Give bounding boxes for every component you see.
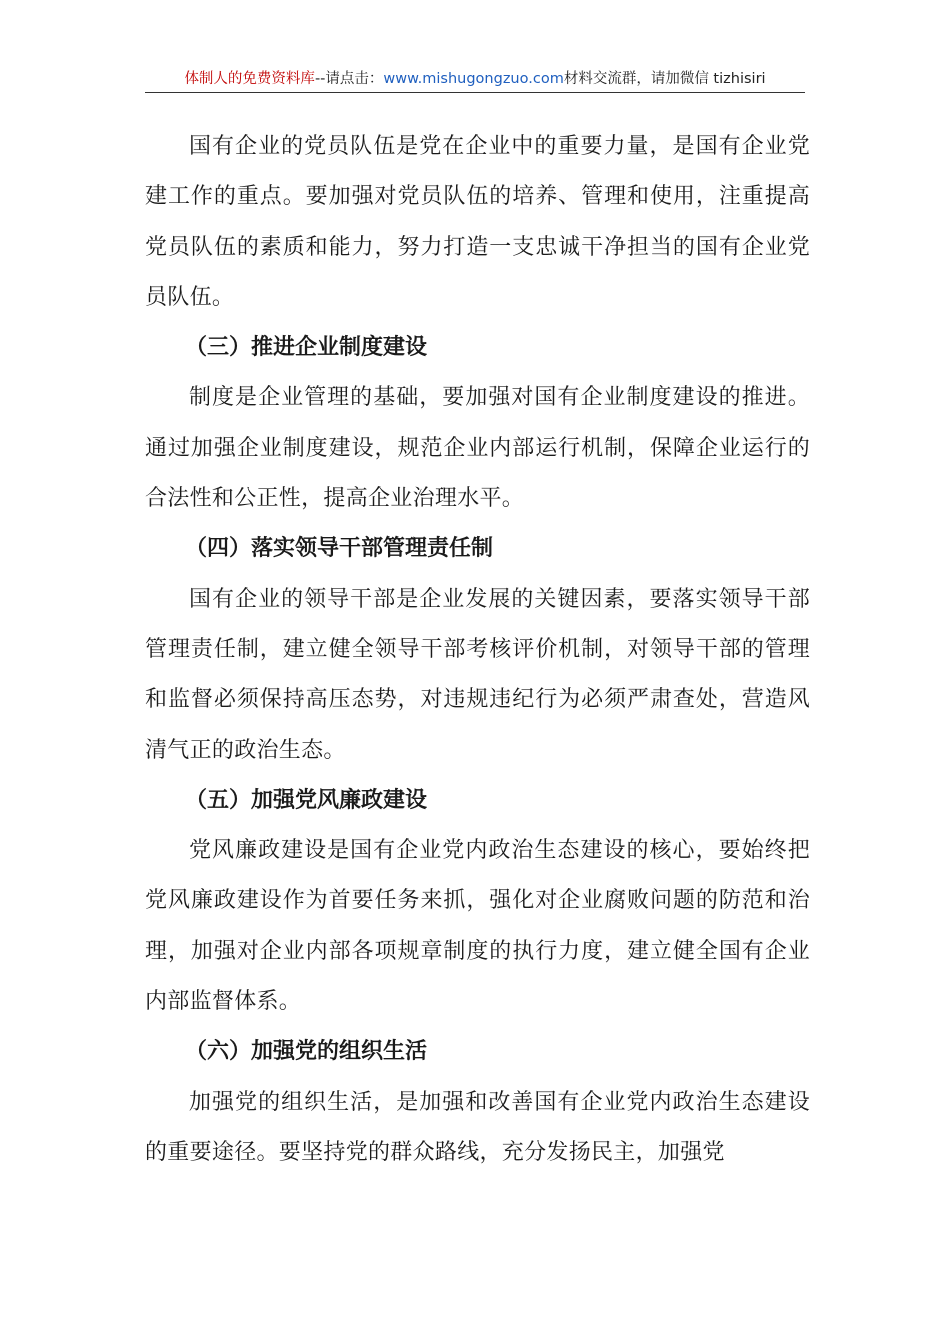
header-separator: --请点击： <box>314 71 384 87</box>
paragraph: 制度是企业管理的基础，要加强对国有企业制度建设的推进。通过加强企业制度建设，规范企业内部运行机制，保障企业运行的合法性和公正性，提高企业治理水平。 <box>145 385 810 512</box>
paragraph: 国有企业的领导干部是企业发展的关键因素，要落实领导干部管理责任制，建立健全领导干部考核评价机制，对领导干部的管理和监督必须保持高压态势，对违规违纪行为必须严肃查处，营造风清气正的政治生态。 <box>145 586 810 763</box>
section-heading: （三）推进企业制度建设 <box>185 335 428 361</box>
section-heading: （四）落实领导干部管理责任制 <box>185 536 494 562</box>
section-heading: （五）加强党风廉政建设 <box>185 787 428 813</box>
header-tail: 材料交流群，请加微信 tizhisiri <box>563 71 766 87</box>
header-brand: 体制人的免费资料库 <box>184 71 315 87</box>
paragraph: 党风廉政建设是国有企业党内政治生态建设的核心，要始终把党风廉政建设作为首要任务来抓，强化对企业腐败问题的防范和治理，加强对企业内部各项规章制度的执行力度，建立健全国有企业内部监督体系。 <box>145 838 810 1015</box>
paragraph: 加强党的组织生活，是加强和改善国有企业党内政治生态建设的重要途径。要坚持党的群众路线，充分发扬民主，加强党 <box>145 1089 810 1165</box>
section-heading: （六）加强党的组织生活 <box>185 1039 428 1065</box>
page-header <box>145 66 805 93</box>
document-body <box>145 122 810 1178</box>
paragraph: 国有企业的党员队伍是党在企业中的重要力量，是国有企业党建工作的重点。要加强对党员队伍的培养、管理和使用，注重提高党员队伍的素质和能力，努力打造一支忠诚干净担当的国有企业党员队伍。 <box>145 134 810 310</box>
header-url-link[interactable]: www.mishugongzuo.com <box>383 71 564 87</box>
